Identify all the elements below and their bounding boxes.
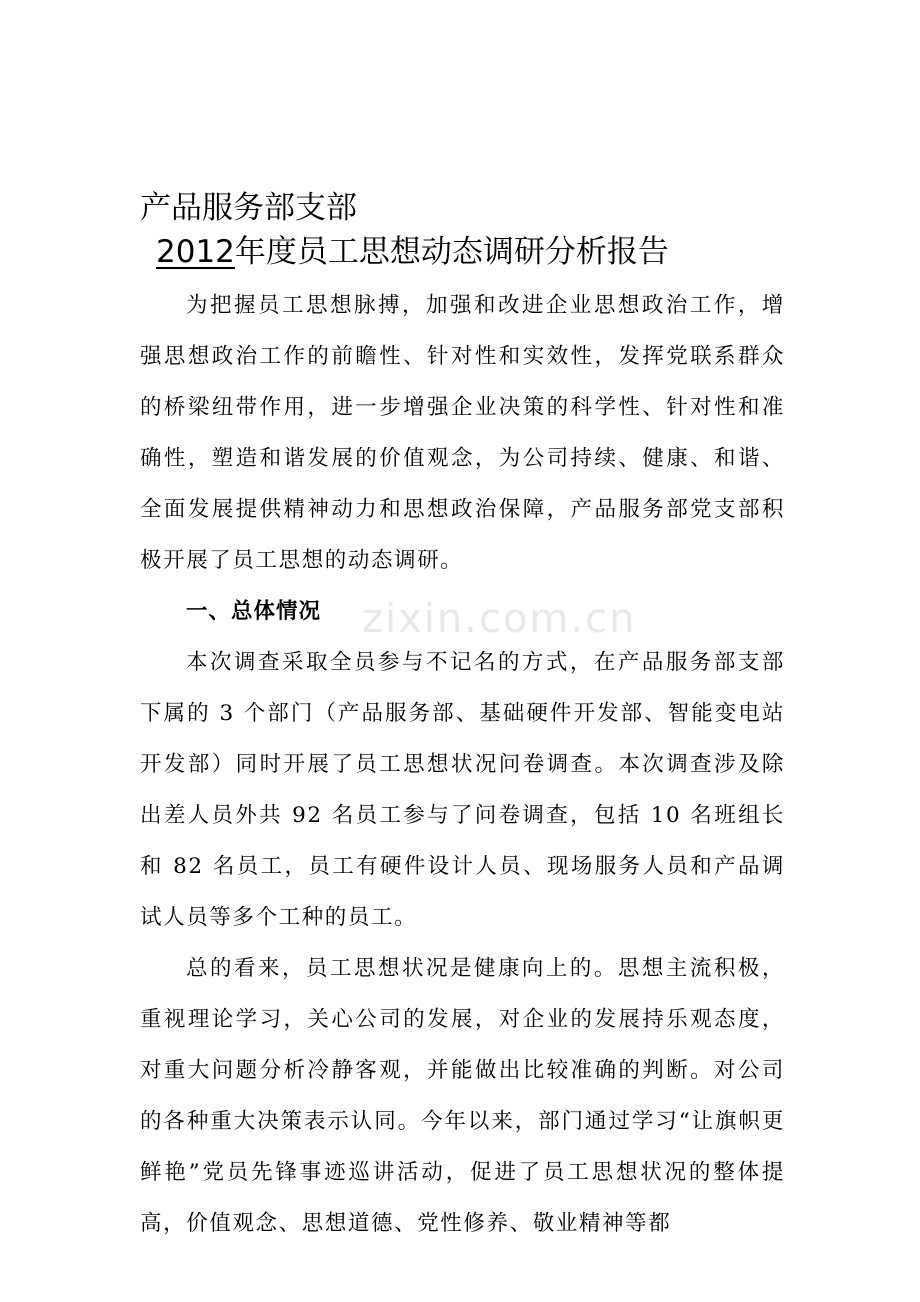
report-title-line2 bbox=[140, 230, 785, 274]
watermark: zixin.com.cn bbox=[362, 596, 637, 642]
intro-paragraph: 为把握员工思想脉搏，加强和改进企业思想政治工作，增强思想政治工作的前瞻性、针对性和实效性，发挥党联系群众的桥梁纽带作用，进一步增强企业决策的科学性、针对性和准确性，塑造和谐发展的价值观念，为公司持续、健康、和谐、全面发展提供精神动力和思想政治保障，产品服务部党支部积极开展了员工思想的动态调研。 bbox=[140, 293, 785, 573]
overview-paragraph-2: 总的看来，员工思想状况是健康向上的。思想主流积极，重视理论学习，关心公司的发展，对企业的发展持乐观态度，对重大问题分析冷静客观，并能做出比较准确的判断。对公司的各种重大决策表示认同。今年以来，部门通过学习“让旗帜更鲜艳”党员先锋事迹巡讲活动，促进了员工思想状况的整体提高，价值观念、思想道德、党性修养、敬业精神等都 bbox=[140, 956, 785, 1236]
report-title-rest: 年度员工思想动态调研分析报告 bbox=[234, 234, 669, 270]
report-title-line1: 产品服务部支部 bbox=[140, 190, 357, 226]
report-title-year: 2012 bbox=[156, 234, 235, 270]
document-page bbox=[140, 186, 785, 1249]
section-heading-overview: 一、总体情况 bbox=[186, 599, 322, 624]
overview-paragraph-1: 本次调查采取全员参与不记名的方式，在产品服务部支部下属的 3 个部门（产品服务部、基础硬件开发部、智能变电站开发部）同时开展了员工思想状况问卷调查。本次调查涉及除出差人员外共 92 名员工参与了问卷调查，包括 10 名班组长和 82 名员工，员工有硬件设计人员、现场服务人员和产品调试人员等多个工种的员工。 bbox=[140, 650, 785, 930]
